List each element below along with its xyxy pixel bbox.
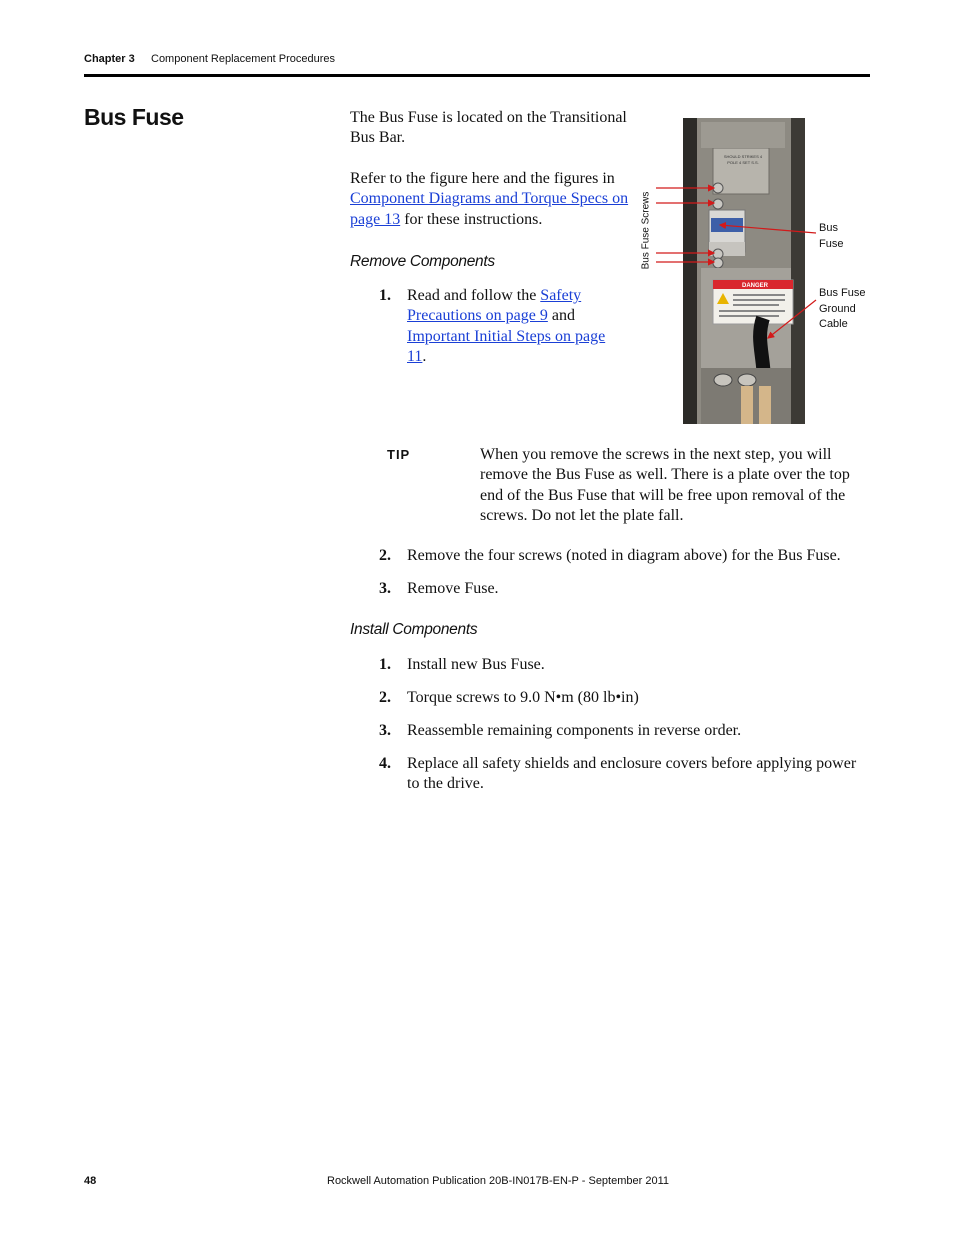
- plate-text-2: POLE 4 SET S.S.: [727, 160, 759, 165]
- step-1-mid: and: [547, 307, 575, 325]
- bus-fuse-label-line-1: Bus: [819, 222, 838, 234]
- step-1-prefix: Read and follow the: [407, 287, 541, 304]
- header-title: Component Replacement Procedures: [151, 53, 336, 65]
- install-step-3-number: 3.: [379, 722, 391, 739]
- tip-text: When you remove the screws in the next step, you will remove the Bus Fuse as well. There is a plate over the top end of the Bus Fuse that will be free upon removal of the screws. Do not let the plate fall.: [480, 446, 850, 524]
- remove-step-3: Remove Fuse.: [407, 580, 499, 597]
- section-title: Bus Fuse: [84, 104, 184, 130]
- install-step-2-number: 2.: [379, 689, 391, 706]
- footer-page-number: 48: [84, 1175, 97, 1187]
- refer-suffix: for these instructions.: [400, 210, 543, 228]
- refer-paragraph: [350, 169, 630, 230]
- intro-paragraph: The Bus Fuse is located on the Transitional Bus Bar.: [350, 109, 627, 147]
- install-step-2: Torque screws to 9.0 N•m (80 lb•in): [407, 689, 639, 706]
- bus-fuse-label-line-2: Fuse: [819, 237, 844, 250]
- install-step-1-number: 1.: [379, 656, 391, 673]
- header-chapter: Chapter 3: [84, 53, 135, 65]
- ground-label-line-3: Cable: [819, 318, 848, 330]
- figure-callout-arrows: [650, 170, 820, 350]
- refer-prefix: Refer to the figure here and the figures in: [350, 170, 615, 187]
- install-step-4: Replace all safety shields and enclosure covers before applying power to the drive.: [407, 755, 857, 793]
- remove-step-3-number: 3.: [379, 580, 391, 597]
- bus-fuse-arrow: [720, 225, 816, 233]
- install-step-4-number: 4.: [379, 755, 391, 772]
- install-step-3: Reassemble remaining components in reverse order.: [407, 722, 742, 739]
- component-diagrams-link[interactable]: Component Diagrams and Torque Specs on page 13: [350, 190, 629, 228]
- remove-step-2-number: 2.: [379, 547, 391, 564]
- important-initial-steps-link[interactable]: Important Initial Steps on page 11: [407, 327, 606, 365]
- footer-publication: Rockwell Automation Publication 20B-IN017B-EN-P - September 2011: [327, 1175, 669, 1187]
- tip-label: TIP: [387, 447, 411, 462]
- remove-step-1-number: 1.: [379, 287, 391, 304]
- step-1-suffix: .: [422, 347, 427, 365]
- figure-label-bus-fuse-screws: Bus Fuse Screws: [640, 191, 652, 270]
- figure-label-bus-fuse: [819, 221, 869, 252]
- install-step-1: Install new Bus Fuse.: [407, 656, 545, 673]
- plate-text-1: SHOULD STRIKES 4: [723, 154, 763, 159]
- figure-label-ground-cable: [819, 286, 879, 333]
- remove-step-1: [407, 286, 607, 367]
- ground-label-line-2: Ground: [819, 302, 856, 315]
- ground-cable-arrow: [768, 300, 816, 338]
- ground-label-line-1: Bus Fuse: [819, 287, 866, 299]
- remove-step-2: Remove the four screws (noted in diagram above) for the Bus Fuse.: [407, 547, 841, 564]
- header-rule: [84, 74, 870, 77]
- danger-label-text: DANGER: [741, 283, 769, 289]
- remove-components-heading: Remove Components: [350, 253, 495, 270]
- safety-precautions-link[interactable]: Safety Precautions on page 9: [407, 287, 582, 325]
- install-components-heading: Install Components: [350, 621, 478, 638]
